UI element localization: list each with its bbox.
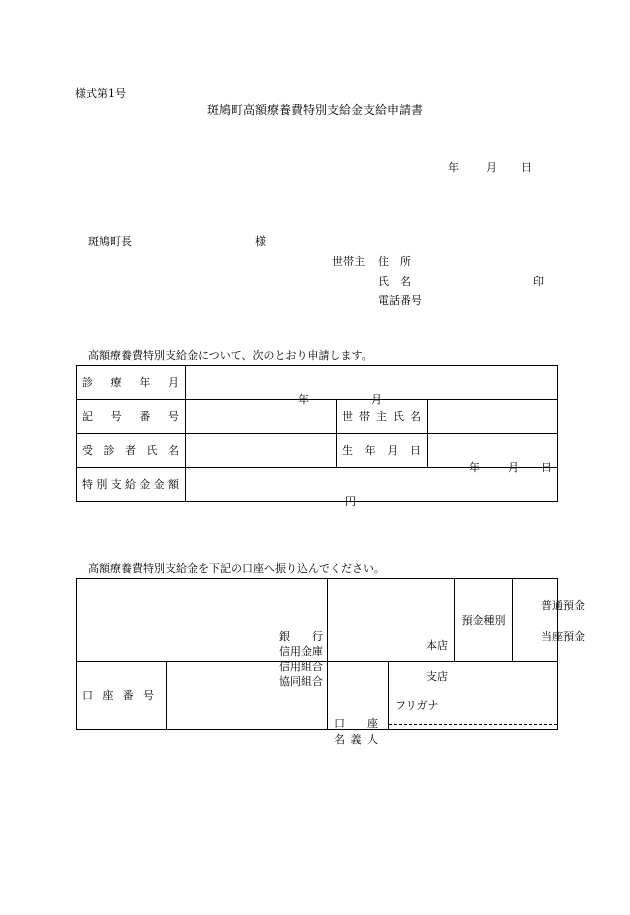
branch-label: 支店 (426, 670, 449, 683)
treatment-month-label: 診療年月 (82, 376, 179, 389)
bank-name-field[interactable] (77, 579, 328, 688)
intro-text: 高額療養費特別支給金について、次のとおり申請します。 (88, 349, 373, 362)
date-day-unit: 日 (521, 161, 532, 174)
institution-type-cooperative: 協同組合 (279, 675, 324, 688)
birth-year-unit: 年 (469, 460, 480, 474)
table-row (77, 468, 558, 502)
treatment-month-unit: 月 (371, 392, 382, 406)
head-office-label: 本店 (426, 639, 449, 652)
transfer-text: 高額療養費特別支給金を下記の口座へ振り込んでください。 (88, 562, 385, 575)
seal-mark: 印 (533, 275, 544, 288)
householder-name-field[interactable] (428, 400, 558, 434)
address-label: 住 所 (378, 255, 411, 268)
ordinary-deposit-option[interactable]: 普通預金 (541, 599, 586, 612)
amount-label: 特別支給金金額 (82, 478, 179, 491)
birth-day-unit: 日 (541, 460, 552, 474)
name-label: 氏 名 (378, 275, 411, 288)
amount-label-cell (77, 468, 186, 502)
addressee-mayor: 斑鳩町長 (88, 235, 132, 248)
patient-name-label-cell (77, 434, 186, 468)
form-title: 斑鳩町高額療養費特別支給金支給申請書 (206, 103, 423, 117)
symbol-number-label-cell (77, 400, 186, 434)
account-number-label: 口座番号 (82, 689, 154, 702)
account-holder-field[interactable] (389, 662, 558, 730)
date-month-unit: 月 (486, 161, 497, 174)
bank-account-table (76, 578, 586, 746)
birth-month-unit: 月 (508, 460, 519, 474)
current-deposit-option[interactable]: 当座預金 (541, 630, 586, 643)
symbol-number-label: 記号番号 (82, 410, 179, 423)
institution-type-bank: 銀 行 (279, 630, 324, 643)
householder-label: 世帯主 (332, 255, 365, 268)
birth-date-label: 生年月日 (342, 444, 421, 457)
institution-type-credit-union: 信用組合 (279, 660, 324, 673)
account-holder-label-line2: 名義人 (334, 732, 379, 746)
householder-name-label-cell (337, 400, 428, 434)
furigana-label: フリガナ (395, 698, 439, 712)
treatment-month-field[interactable] (186, 366, 558, 406)
institution-type-shinkin: 信用金庫 (279, 645, 324, 658)
birth-date-label-cell (337, 434, 428, 468)
patient-name-field[interactable] (186, 434, 337, 468)
deposit-type-cell (455, 579, 586, 662)
amount-unit: 円 (345, 494, 356, 508)
branch-name-field[interactable] (328, 579, 455, 683)
symbol-number-field[interactable] (186, 400, 337, 434)
treatment-month-label-cell (77, 366, 186, 400)
account-number-label-cell (77, 662, 167, 730)
table-row (77, 434, 558, 468)
birth-date-field[interactable] (428, 434, 558, 474)
account-holder-label-line1: 口 座 (334, 716, 379, 730)
table-row (77, 366, 558, 400)
addressee-honorific: 様 (255, 235, 266, 248)
date-year-unit: 年 (448, 161, 459, 174)
deposit-type-label: 預金種別 (455, 579, 513, 661)
furigana-divider (389, 724, 557, 725)
table-row (77, 579, 558, 662)
form-number: 様式第1号 (75, 87, 126, 100)
deposit-type-options[interactable] (513, 579, 586, 661)
householder-name-label: 世帯主氏名 (342, 410, 421, 423)
patient-name-label: 受診者氏名 (82, 444, 179, 457)
treatment-year-unit: 年 (298, 392, 309, 406)
account-holder-label-cell (328, 662, 389, 746)
deposit-type-split (455, 579, 586, 661)
table-row (77, 400, 558, 434)
application-table (76, 365, 558, 508)
phone-label: 電話番号 (378, 294, 422, 307)
amount-field[interactable] (186, 468, 558, 508)
